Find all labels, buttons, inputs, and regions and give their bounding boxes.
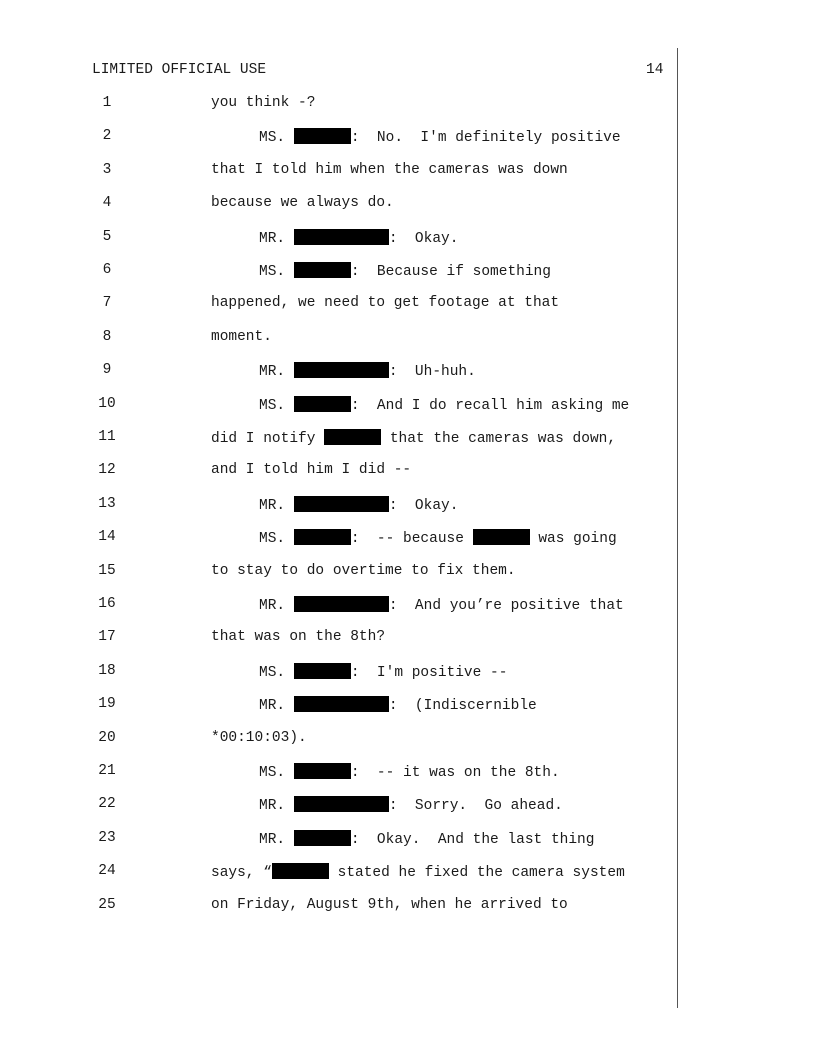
line-text [211,195,394,211]
classification-header: LIMITED OFFICIAL USE [92,62,267,78]
transcript-line [0,396,680,416]
transcript-line [0,462,680,482]
line-text-segment: : I'm positive -- [350,664,508,681]
line-text-segment: : Okay. And the last thing [350,831,595,848]
line-text-segment: : (Indiscernible [388,698,537,715]
line-text-segment: : -- it was on the 8th. [350,765,560,781]
line-number: 11 [98,429,116,445]
line-text-segment: : Sorry. Go ahead. [388,798,563,815]
line-text-segment: MR. [259,798,294,815]
line-text [211,95,315,111]
transcript-line [0,830,680,850]
line-number: 21 [98,763,116,779]
line-text-segment: was going [529,531,617,548]
line-text-segment: you think -? [211,95,316,111]
line-number: 3 [102,161,112,178]
transcript-line [0,128,680,148]
line-text-segment: did I notify [211,431,325,447]
page-number: 14 [646,62,664,78]
transcript-line [0,329,680,349]
transcript-line [0,295,680,315]
line-text-segment: stated he fixed the camera system [328,865,625,882]
line-number: 5 [102,228,112,245]
redaction-box [294,362,389,378]
line-text [259,796,563,814]
redaction-box [294,830,351,846]
redaction-box [294,796,389,812]
line-text [211,329,272,345]
line-text [259,696,537,714]
line-number: 15 [98,562,116,579]
line-text [211,563,516,579]
line-text [259,229,458,247]
line-text-segment: : Uh-huh. [388,364,476,381]
line-text [259,596,624,614]
line-number: 12 [98,462,116,479]
line-text [211,730,307,746]
line-text-segment: : Because if something [350,264,551,280]
transcript-line [0,696,680,716]
transcript-line [0,229,680,249]
redaction-box [294,229,389,245]
transcript-line [0,796,680,816]
redaction-box [294,529,351,545]
transcript-line [0,262,680,282]
transcript-line [0,730,680,750]
transcript-line [0,362,680,382]
line-text-segment: : Okay. [388,497,459,514]
line-text-segment: MS. [259,664,294,681]
line-number: 13 [98,495,116,512]
line-text-segment: : And you’re positive that [388,598,624,614]
transcript-line [0,95,680,115]
line-text [259,496,458,514]
transcript-line [0,596,680,616]
line-text-segment: : Okay. [388,230,459,247]
line-text-segment: MR. [259,698,294,715]
line-text-segment: MR. [259,230,294,247]
line-text-segment: MS. [259,531,294,548]
line-text-segment: to stay to do overtime to fix them. [211,562,516,579]
line-text-segment: MR. [259,831,294,848]
redaction-box [294,496,389,512]
line-number: 16 [98,596,116,612]
line-number: 18 [98,662,116,679]
transcript-line [0,663,680,683]
line-text-segment: : No. I'm definitely positive [350,130,621,147]
line-text-segment: on Friday, August 9th, when he arrived to [211,896,568,913]
line-text [259,262,551,280]
line-number: 19 [98,696,116,713]
transcript-line [0,529,680,549]
redaction-box [294,262,351,278]
transcript-line [0,162,680,182]
line-number: 20 [98,729,116,746]
line-text [211,429,616,447]
line-number: 25 [98,896,116,913]
line-text-segment: MS. [259,130,294,147]
line-text-segment: and I told him I did -- [211,462,412,479]
redaction-box [272,863,329,879]
line-number: 7 [102,295,112,312]
redaction-box [294,596,389,612]
line-text [211,629,385,645]
transcript-line [0,629,680,649]
redaction-box [294,696,389,712]
line-text-segment: : And I do recall him asking me [350,397,630,414]
line-text-segment: MR. [259,497,294,514]
line-text-segment: that I told him when the cameras was down [211,161,568,178]
line-text-segment: MS. [259,765,294,781]
redaction-box [294,663,351,679]
line-text [211,462,411,478]
line-text-segment: because we always do. [211,195,394,212]
redaction-box [294,763,351,779]
line-text-segment: that the cameras was down, [381,431,617,447]
line-number: 9 [102,362,112,379]
line-text-segment: MR. [259,598,294,614]
line-text [211,863,625,881]
line-text [259,763,560,781]
transcript-line [0,195,680,215]
line-text-segment: says, “ [211,865,272,882]
line-text [259,663,507,681]
transcript-line [0,429,680,449]
transcript-line [0,863,680,883]
line-number: 8 [102,328,112,345]
line-text-segment: happened, we need to get footage at that [211,295,560,312]
line-number: 1 [102,95,112,111]
redaction-box [324,429,381,445]
redaction-box [294,128,351,144]
line-number: 17 [98,629,116,646]
line-number: 23 [98,829,116,846]
line-text [211,897,568,913]
line-number: 2 [102,128,112,145]
line-text-segment: : -- because [350,531,473,548]
line-text [211,295,559,311]
transcript-line [0,496,680,516]
line-text-segment: *00:10:03). [211,729,307,746]
transcript-line [0,897,680,917]
line-text-segment: MS. [259,264,294,280]
line-text-segment: MS. [259,397,294,414]
line-number: 22 [98,796,116,813]
redaction-box [294,396,351,412]
line-text-segment: that was on the 8th? [211,629,386,646]
line-number: 14 [98,529,116,546]
line-number: 10 [98,395,116,412]
line-text-segment: MR. [259,364,294,381]
line-text [259,128,621,146]
line-text [259,830,594,848]
transcript-line [0,763,680,783]
line-number: 6 [102,262,112,278]
line-text [259,529,617,547]
line-text [211,162,568,178]
line-number: 24 [98,863,116,880]
line-text [259,362,476,380]
transcript-line [0,563,680,583]
line-text-segment: moment. [211,328,272,345]
line-number: 4 [102,195,112,212]
line-text [259,396,629,414]
redaction-box [473,529,530,545]
